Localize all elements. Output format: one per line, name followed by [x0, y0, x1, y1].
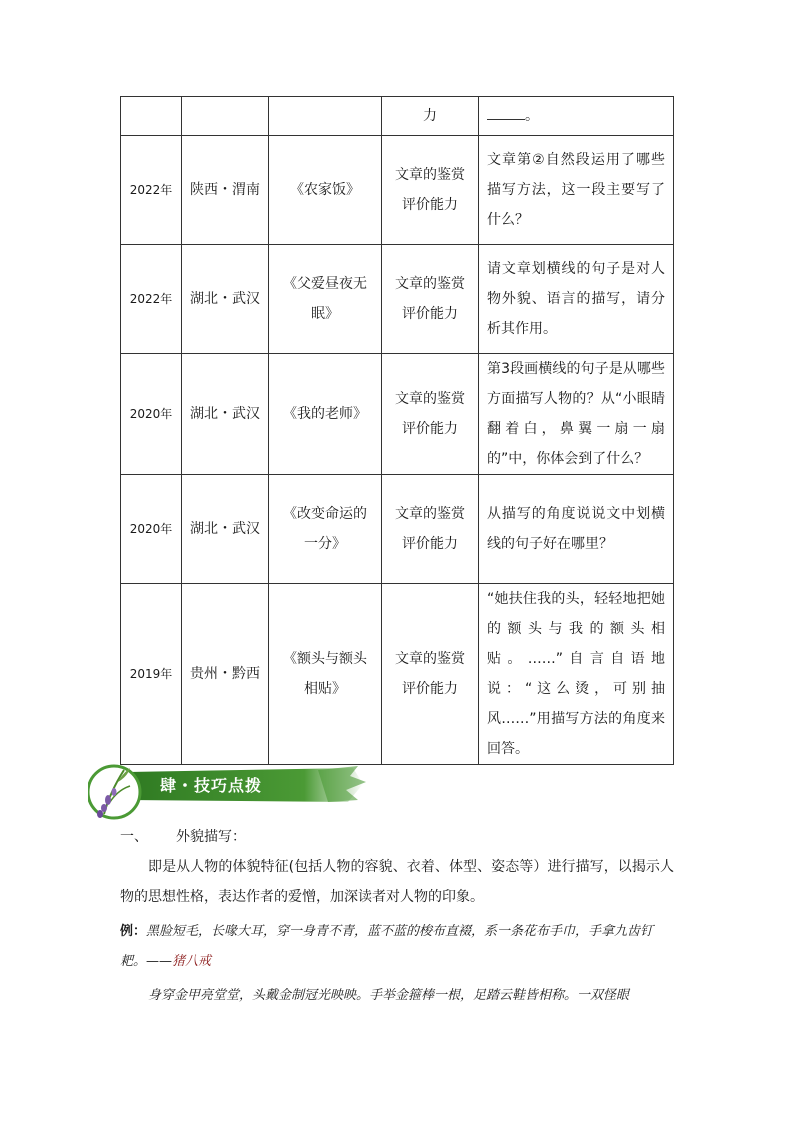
title-cell: 《额头与额头相贴》 — [269, 584, 382, 765]
table-row — [121, 245, 674, 354]
title-cell: 《父爱昼夜无眠》 — [269, 245, 382, 354]
year-cell: 2022年 — [121, 245, 182, 354]
question-cell — [479, 136, 674, 245]
question-cell — [479, 245, 674, 354]
place-cell: 贵州・黔西 — [182, 584, 269, 765]
ability-cell: 文章的鉴赏评价能力 — [382, 354, 479, 475]
question-cell — [479, 354, 674, 475]
title-cell: 《农家饭》 — [269, 136, 382, 245]
section-heading — [120, 826, 246, 846]
question-cell — [479, 475, 674, 584]
lavender-sprig-icon — [88, 766, 140, 818]
question-cell — [479, 584, 674, 765]
section-number: 一、 — [120, 829, 148, 845]
table-row — [121, 136, 674, 245]
question-text: “她扶住我的头，轻轻地把她的额头与我的额头相贴。……”自言自语地说：“这么烫，可别抽风……”用描写方法的角度来回答。 — [487, 591, 665, 757]
place-cell: 湖北・武汉 — [182, 475, 269, 584]
question-cell — [479, 97, 674, 136]
table-row — [121, 584, 674, 765]
place-cell — [182, 97, 269, 136]
question-text-end: 。 — [525, 108, 539, 124]
answer-blank — [487, 119, 525, 120]
year-cell: 2022年 — [121, 136, 182, 245]
year-cell — [121, 97, 182, 136]
title-cell: 《改变命运的一分》 — [269, 475, 382, 584]
table-row — [121, 97, 674, 136]
year-cell: 2020年 — [121, 475, 182, 584]
table-row — [121, 475, 674, 584]
example-lead: 例： — [120, 924, 147, 939]
question-text: 文章第②自然段运用了哪些描写方法，这一段主要写了什么？ — [487, 152, 665, 228]
place-cell: 湖北・武汉 — [182, 354, 269, 475]
example-source: 猪八戒 — [172, 954, 212, 969]
ability-cell: 文章的鉴赏评价能力 — [382, 245, 479, 354]
section-banner-title: 肆・技巧点拨 — [160, 776, 263, 795]
table-row — [121, 354, 674, 475]
section-heading-text: 外貌描写： — [176, 829, 246, 845]
ability-cell: 文章的鉴赏评价能力 — [382, 136, 479, 245]
example-second-text: 身穿金甲亮堂堂，头戴金制冠光映映。手举金箍棒一根，足踏云鞋皆相称。一双怪眼 — [148, 988, 630, 1003]
place-cell: 陕西・渭南 — [182, 136, 269, 245]
year-cell: 2020年 — [121, 354, 182, 475]
section-paragraph: 即是从人物的体貌特征(包括人物的容貌、衣着、体型、姿态等）进行描写，以揭示人物的思想性格，表达作者的爱憎，加深读者对人物的印象。 — [120, 859, 674, 905]
question-text: 从描写的角度说说文中划横线的句子好在哪里？ — [487, 506, 665, 552]
question-text: 请文章划横线的句子是对人物外貌、语言的描写，请分析其作用。 — [487, 261, 665, 337]
example-text: 黑脸短毛，长喙大耳，穿一身青不青，蓝不蓝的梭布直裰，系一条花布手巾，手拿九齿钉耙。—— — [120, 924, 654, 969]
question-text: 第3段画横线的句子是从哪些方面描写人物的？从“小眼睛翻着白，鼻翼一扇一扇的”中，你体会到了什么？ — [487, 361, 665, 467]
exam-question-table — [120, 96, 674, 765]
ability-cell: 力 — [382, 97, 479, 136]
example-block — [120, 917, 674, 977]
title-cell — [269, 97, 382, 136]
ability-cell: 文章的鉴赏评价能力 — [382, 584, 479, 765]
place-cell: 湖北・武汉 — [182, 245, 269, 354]
title-cell: 《我的老师》 — [269, 354, 382, 475]
ability-cell: 文章的鉴赏评价能力 — [382, 475, 479, 584]
year-cell: 2019年 — [121, 584, 182, 765]
